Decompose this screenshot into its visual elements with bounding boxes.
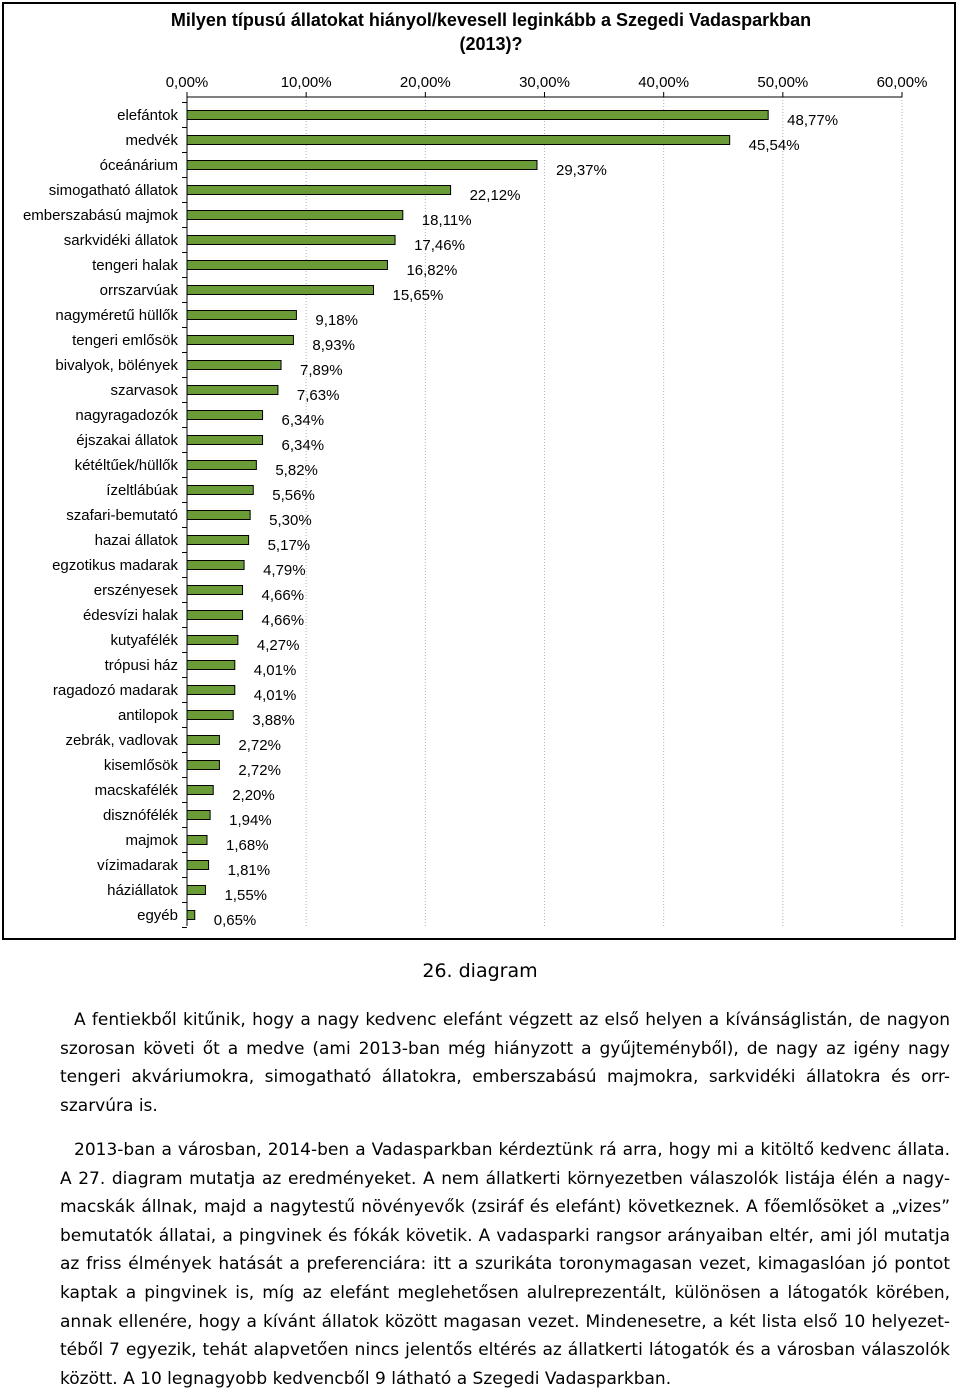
- bar: [187, 836, 207, 845]
- x-tick-label: 40,00%: [638, 74, 690, 91]
- data-label: 2,72%: [238, 737, 281, 754]
- data-label: 4,66%: [261, 587, 305, 604]
- category-label: nagyméretű hüllők: [55, 307, 178, 324]
- bar: [187, 686, 235, 695]
- category-label: antilopok: [117, 707, 178, 724]
- category-label: orrszarvúak: [99, 282, 178, 299]
- data-label: 29,37%: [555, 162, 607, 179]
- x-tick-label: 0,00%: [165, 74, 209, 91]
- category-label: szarvasok: [110, 382, 178, 399]
- bar: [187, 336, 293, 345]
- bar: [187, 786, 213, 795]
- grid-lines: [306, 97, 902, 926]
- data-label: 4,27%: [256, 637, 300, 654]
- x-tick-label: 60,00%: [876, 74, 928, 91]
- bar: [187, 136, 730, 145]
- category-label: óceánárium: [99, 157, 178, 174]
- data-label: 3,88%: [252, 712, 295, 729]
- data-label: 8,93%: [312, 337, 355, 354]
- category-label: ízeltlábúak: [106, 482, 178, 499]
- bar: [187, 111, 768, 120]
- category-label: háziállatok: [107, 882, 178, 899]
- data-label: 45,54%: [748, 137, 800, 154]
- bar: [187, 261, 387, 270]
- bar: [187, 811, 210, 820]
- bar: [187, 161, 537, 170]
- data-label: 4,01%: [253, 687, 297, 704]
- category-label: szafari-bemutató: [66, 507, 178, 524]
- data-label: 15,65%: [392, 287, 444, 304]
- bar: [187, 461, 256, 470]
- category-label: bivalyok, bölények: [55, 357, 178, 374]
- data-label: 16,82%: [406, 262, 458, 279]
- data-label: 2,72%: [238, 762, 281, 779]
- data-label: 1,94%: [229, 812, 272, 829]
- bar: [187, 711, 233, 720]
- x-tick-label: 50,00%: [757, 74, 809, 91]
- category-label: kétéltűek/hüllők: [74, 457, 178, 474]
- category-label: egyéb: [137, 907, 178, 924]
- data-label: 1,68%: [226, 837, 269, 854]
- bar: [187, 886, 205, 895]
- category-label: vízimadarak: [97, 857, 178, 874]
- category-label: zebrák, vadlovak: [65, 732, 178, 749]
- bar: [187, 511, 250, 520]
- data-label: 1,55%: [224, 887, 268, 904]
- bar: [187, 611, 243, 620]
- data-label: 5,30%: [269, 512, 312, 529]
- bar: [187, 911, 195, 920]
- category-label: hazai állatok: [94, 532, 178, 549]
- data-label: 7,63%: [296, 387, 340, 404]
- bar-chart: [4, 4, 954, 938]
- bar: [187, 211, 403, 220]
- data-label: 17,46%: [414, 237, 465, 254]
- bar: [187, 486, 253, 495]
- data-label: 2,20%: [232, 787, 275, 804]
- category-label: kisemlősök: [103, 757, 178, 774]
- bar: [187, 561, 244, 570]
- bar: [187, 761, 219, 770]
- category-label: nagyragadozók: [75, 407, 178, 424]
- category-label: kutyafélék: [110, 632, 178, 649]
- chart-frame: [2, 2, 956, 940]
- bar: [187, 586, 243, 595]
- bar: [187, 536, 249, 545]
- category-label: tengeri halak: [92, 257, 178, 274]
- body-paragraph-2: 2013-ban a városban, 2014-ben a Vadasparkban kérdeztünk rá arra, hogy mi a kitöltő kedvenc állata. A 27. diagram mutatja az eredményeket. A nem állatkerti környezetben válaszolók listája élén a nagy-macskák állnak, majd a nagytestű növényevők (zsiráf és elefánt) következnek. A főemlősöket a „vizes” bemutatók állatai, a pingvinek és fókák követik. A vadasparki rangsor arányaiban eltér, ami jól mutatja az friss élmények hatását a preferenciára: itt a szurikáta toronymagasan vezet, kimagaslóan jó pontot kaptak a pingvinek is, míg az elefánt meglehetősen alulreprezentált, különösen a látogatók körében, annak ellenére, hogy a kívánt állatok között magasan vezet. Mindenesetre, a két lista első 10 helyezet-téből 7 egyezik, tehát alapvetően nincs jelentős eltérés az állatkerti látogatók és a városban válaszolók között. A 10 legnagyobb kedvencből 9 látható a Szegedi Vadasparkban.: [60, 1140, 950, 1389]
- bar: [187, 636, 238, 645]
- body-paragraph-1: A fentiekből kitűnik, hogy a nagy kedvenc elefánt végzett az első helyen a kívánságlistán, de nagyon szorosan követi őt a medve (ami 2013-ban még hiányzott a gyűjteményből), de nagy az igény nagy tengeri akváriumokra, simogatható állatokra, emberszabású majmokra, sarkvidéki állatokra és orr-szarvúra is.: [60, 1010, 950, 1116]
- x-tick-label: 30,00%: [519, 74, 570, 91]
- data-label: 4,66%: [261, 612, 305, 629]
- data-label: 6,34%: [281, 437, 325, 454]
- data-label: 7,89%: [300, 362, 343, 379]
- category-label: erszényesek: [93, 582, 178, 599]
- data-label: 0,65%: [213, 912, 257, 929]
- bar: [187, 186, 451, 195]
- category-label: majmok: [125, 832, 178, 849]
- chart-title-line-2: (2013)?: [459, 34, 523, 54]
- category-label: egzotikus madarak: [52, 557, 178, 574]
- data-label: 18,11%: [421, 212, 472, 229]
- figure-caption: 26. diagram: [422, 960, 538, 982]
- bar: [187, 386, 278, 395]
- category-label: éjszakai állatok: [76, 432, 178, 449]
- data-label: 9,18%: [315, 312, 358, 329]
- category-label: tengeri emlősök: [72, 332, 178, 349]
- bar: [187, 661, 235, 670]
- bar: [187, 736, 219, 745]
- category-label: medvék: [125, 132, 178, 149]
- category-label: macskafélék: [94, 782, 178, 799]
- bar: [187, 236, 395, 245]
- category-label: disznófélék: [102, 807, 178, 824]
- category-label: ragadozó madarak: [52, 682, 178, 699]
- bar: [187, 286, 373, 295]
- data-label: 4,01%: [253, 662, 297, 679]
- chart-title-line-1: Milyen típusú állatokat hiányol/kevesell leginkább a Szegedi Vadasparkban: [170, 10, 812, 30]
- data-label: 22,12%: [469, 187, 521, 204]
- labels: [23, 74, 928, 929]
- bar: [187, 861, 209, 870]
- category-label: elefántok: [117, 107, 178, 124]
- data-label: 48,77%: [787, 112, 839, 129]
- category-label: emberszabású majmok: [22, 207, 178, 224]
- category-label: trópusi ház: [104, 657, 178, 674]
- category-label: sarkvidéki állatok: [63, 232, 178, 249]
- bar: [187, 436, 263, 445]
- data-label: 5,17%: [267, 537, 311, 554]
- data-label: 4,79%: [263, 562, 306, 579]
- x-tick-label: 20,00%: [399, 74, 451, 91]
- data-label: 5,56%: [272, 487, 315, 504]
- data-label: 5,82%: [275, 462, 318, 479]
- category-label: simogatható állatok: [48, 182, 178, 199]
- bar: [187, 311, 296, 320]
- bar: [187, 361, 281, 370]
- data-label: 1,81%: [227, 862, 271, 879]
- x-tick-label: 10,00%: [280, 74, 332, 91]
- data-label: 6,34%: [281, 412, 325, 429]
- category-label: édesvízi halak: [82, 607, 178, 624]
- bar: [187, 411, 263, 420]
